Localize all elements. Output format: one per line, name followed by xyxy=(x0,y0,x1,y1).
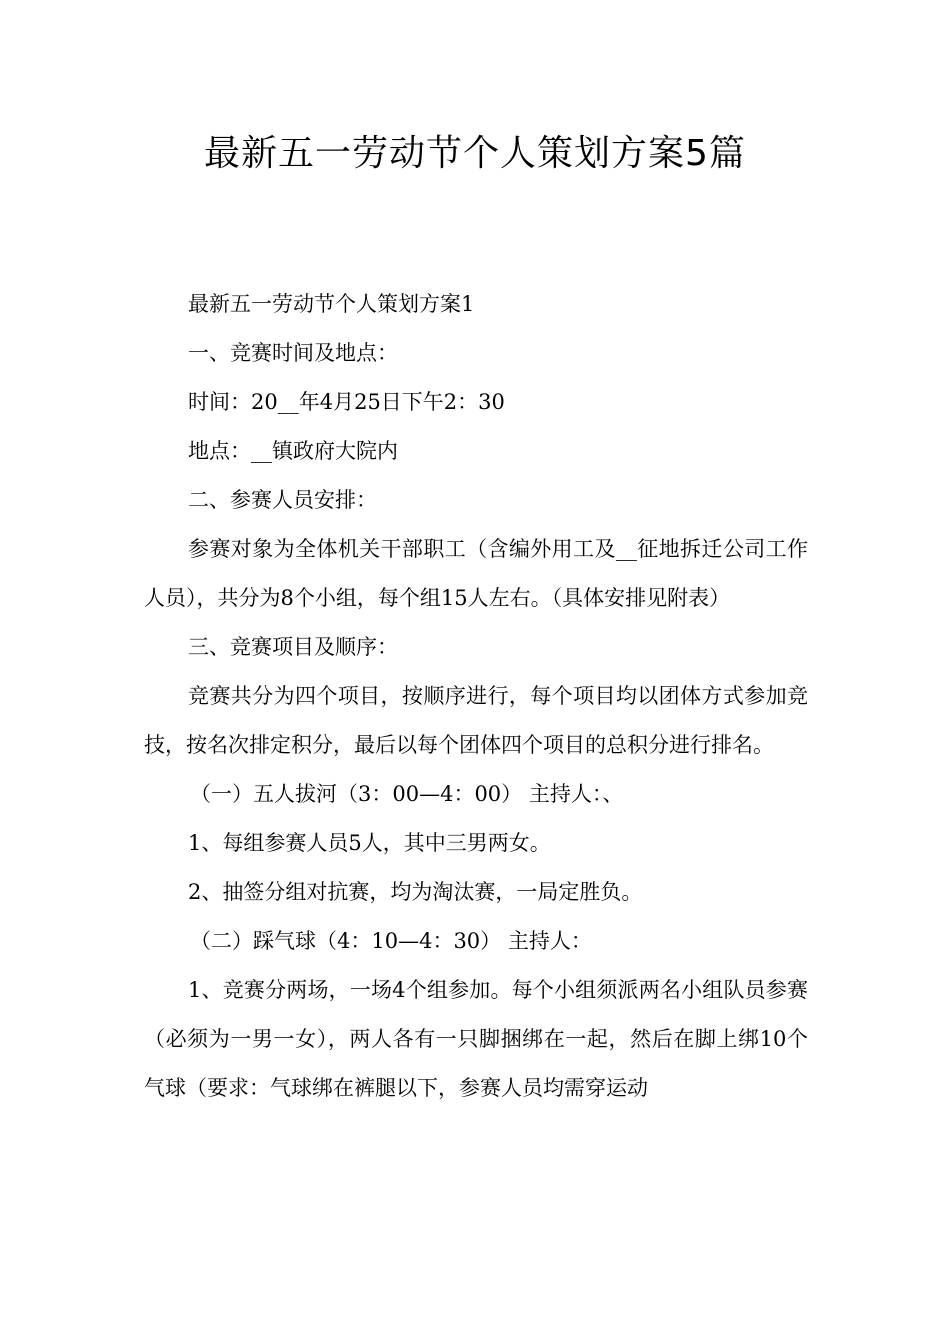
paragraph: 时间：20__年4月25日下午2：30 xyxy=(188,390,505,414)
document-body xyxy=(144,280,808,1113)
paragraph: 二、参赛人员安排： xyxy=(188,488,377,512)
paragraph: 1、竞赛分两场，一场4个组参加。每个小组须派两名小组队员参赛（必须为一男一女），两人各有一只脚捆绑在一起，然后在脚上绑10个气球（要求：气球绑在裤腿以下，参赛人员均需穿运动 xyxy=(144,978,808,1100)
paragraph: 地点：__镇政府大院内 xyxy=(188,439,398,463)
paragraph: 参赛对象为全体机关干部职工（含编外用工及__征地拆迁公司工作人员），共分为8个小组，每个组15人左右。（具体安排见附表） xyxy=(144,537,808,610)
paragraph: 一、竞赛时间及地点： xyxy=(188,341,398,365)
paragraph: 竞赛共分为四个项目，按顺序进行，每个项目均以团体方式参加竞技，按名次排定积分，最后以每个团体四个项目的总积分进行排名。 xyxy=(144,684,808,757)
paragraph: 三、竞赛项目及顺序： xyxy=(188,635,398,659)
paragraph: 1、每组参赛人员5人，其中三男两女。 xyxy=(188,831,551,855)
paragraph: （二）踩气球（4：10—4：30） 主持人： xyxy=(190,929,592,953)
section-heading: 最新五一劳动节个人策划方案1 xyxy=(188,292,475,316)
paragraph: （一）五人拔河（3：00—4：00） 主持人：、 xyxy=(190,782,624,806)
paragraph: 2、抽签分组对抗赛，均为淘汰赛，一局定胜负。 xyxy=(188,880,643,904)
document-title: 最新五一劳动节个人策划方案5篇 xyxy=(204,133,746,174)
